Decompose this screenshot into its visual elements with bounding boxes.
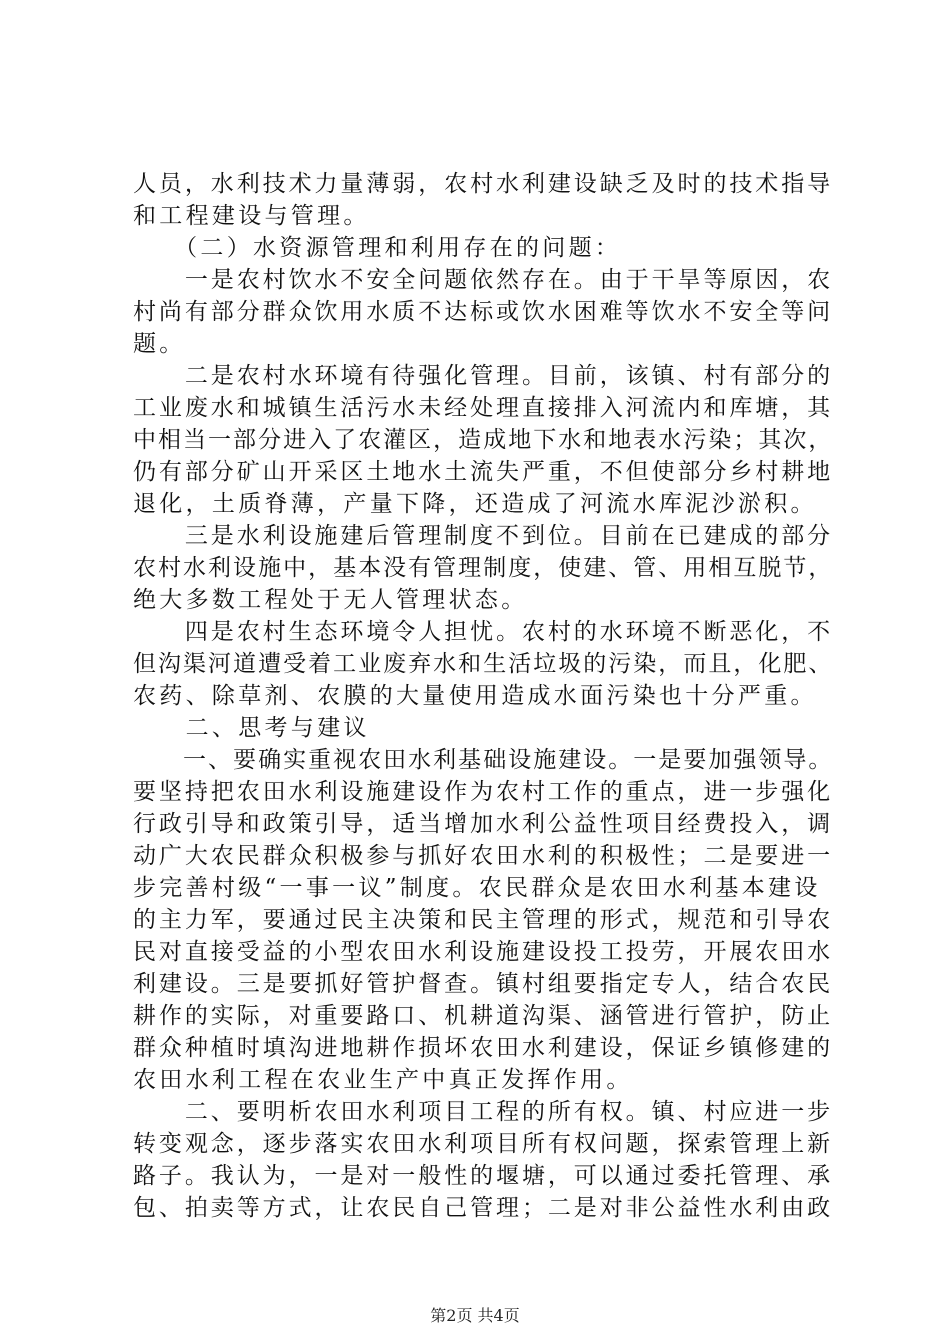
text-line: 农田水利工程在农业生产中真正发挥作用。: [133, 1067, 633, 1093]
text-line: 绝大多数工程处于无人管理状态。: [133, 587, 528, 613]
text-line: 题。: [133, 331, 186, 357]
text-line: 人员，水利技术力量薄弱，农村水利建设缺乏及时的技术指导: [133, 171, 834, 197]
text-line: 行政引导和政策引导，适当增加水利公益性项目经费投入，调: [133, 811, 834, 837]
text-line: 村尚有部分群众饮用水质不达标或饮水困难等饮水不安全等问: [133, 299, 834, 325]
text-line: 退化，土质脊薄，产量下降，还造成了河流水库泥沙淤积。: [133, 491, 817, 517]
text-line: 要坚持把农田水利设施建设作为农村工作的重点，进一步强化: [133, 779, 834, 805]
text-line: 利建设。三是要抓好管护督查。镇村组要指定专人，结合农民: [133, 971, 834, 997]
text-line: 和工程建设与管理。: [133, 203, 370, 229]
text-line: 三是水利设施建后管理制度不到位。目前在已建成的部分: [133, 523, 834, 549]
text-line: 工业废水和城镇生活污水未经处理直接排入河流内和库塘，其: [133, 395, 834, 421]
text-line: 一是农村饮水不安全问题依然存在。由于干旱等原因，农: [133, 267, 834, 293]
text-line: 路子。我认为，一是对一般性的堰塘，可以通过委托管理、承: [133, 1163, 834, 1189]
text-line: 包、拍卖等方式，让农民自己管理；二是对非公益性水利由政: [133, 1195, 834, 1221]
text-line: 但沟渠河道遭受着工业废弃水和生活垃圾的污染，而且，化肥、: [133, 651, 834, 677]
text-line: 耕作的实际，对重要路口、机耕道沟渠、涵管进行管护，防止: [133, 1003, 834, 1029]
text-line: （二）水资源管理和利用存在的问题：: [133, 235, 622, 261]
text-line: 民对直接受益的小型农田水利设施建设投工投劳，开展农田水: [133, 939, 834, 965]
text-line: 农村水利设施中，基本没有管理制度，使建、管、用相互脱节，: [133, 555, 834, 581]
text-line: 二、要明析农田水利项目工程的所有权。镇、村应进一步: [133, 1099, 834, 1125]
text-line: 的主力军，要通过民主决策和民主管理的形式，规范和引导农: [133, 907, 834, 933]
text-line: 仍有部分矿山开采区土地水土流失严重，不但使部分乡村耕地: [133, 459, 834, 485]
text-line: 农药、除草剂、农膜的大量使用造成水面污染也十分严重。: [133, 683, 817, 709]
text-line: 四是农村生态环境令人担忧。农村的水环境不断恶化，不: [133, 619, 834, 645]
page-footer: 第2页 共4页: [430, 1306, 520, 1325]
text-line: 动广大农民群众积极参与抓好农田水利的积极性；二是要进一: [133, 843, 834, 869]
body-text: [133, 168, 833, 1224]
text-line: 二、思考与建议: [133, 715, 370, 741]
text-line: 群众种植时填沟进地耕作损坏农田水利建设，保证乡镇修建的: [133, 1035, 834, 1061]
text-line: 中相当一部分进入了农灌区，造成地下水和地表水污染；其次，: [133, 427, 834, 453]
text-line: 步完善村级“一事一议”制度。农民群众是农田水利基本建设: [133, 875, 821, 901]
text-line: 转变观念，逐步落实农田水利项目所有权问题，探索管理上新: [133, 1131, 834, 1157]
text-line: 一、要确实重视农田水利基础设施建设。一是要加强领导。: [133, 747, 834, 773]
text-line: 二是农村水环境有待强化管理。目前，该镇、村有部分的: [133, 363, 834, 389]
